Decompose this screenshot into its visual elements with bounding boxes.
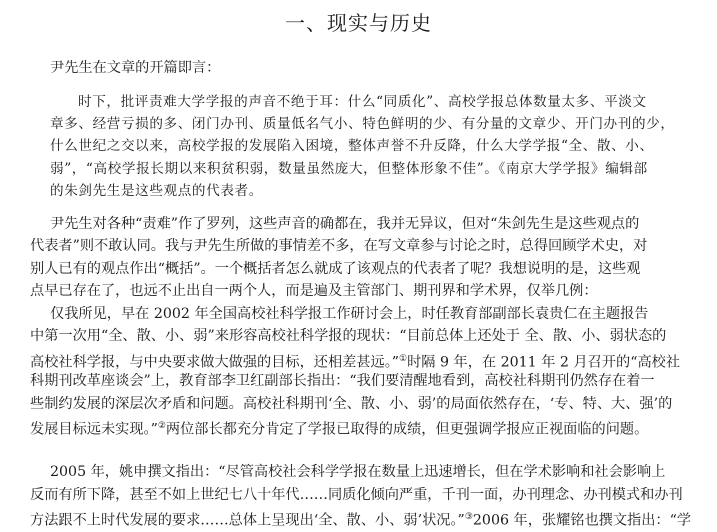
footnote-marker: ③ bbox=[464, 512, 473, 522]
intro-line: 尹先生在文章的开篇即言： bbox=[50, 60, 221, 76]
paragraph-line: 尹先生对各种“责难”作了罗列，这些声音的确都在，我并无异议，但对“朱剑先生是这些观点的 bbox=[50, 216, 640, 232]
paragraph-text: 方法跟不上时代发展的要求……总体上呈现出‘全、散、小、弱’状况。” bbox=[30, 512, 465, 529]
paragraph-text: 2006 年，张耀铭也撰文指出：“学 bbox=[472, 512, 692, 529]
paragraph-line: 代表者”则不敢认同。我与尹先生所做的事情差不多，在写文章参与讨论之时，总得回顾学术史，对 bbox=[30, 238, 648, 254]
paragraph-line: 别人已有的观点作出“概括”。一个概括者怎么就成了该观点的代表者了呢？我想说明的是，这些观 bbox=[30, 261, 641, 277]
footnote-marker: ② bbox=[157, 421, 166, 431]
paragraph-text: 时隔 9 年，在 2011 年 2 月召开的“高校社 bbox=[407, 354, 681, 371]
footnote-marker: ① bbox=[399, 354, 408, 364]
paragraph-text: 两位部长都充分肯定了学报已取得的成绩，但更强调学报应正视面临的问题。 bbox=[165, 421, 649, 438]
quote-line: 弱”，“高校学报长期以来积贫积弱，数量虽然庞大，但整体形象不佳”。《南京大学学报》编辑部 bbox=[50, 161, 648, 177]
quote-line: 什么世纪之交以来，高校学报的发展陷入困境，整体声誉不升反降，什么大学学报“全、散、小、 bbox=[50, 138, 654, 154]
paragraph-line: 点早已存在了，也远不止出自一两个人，而是遍及主管部门、期刊界和学术界，仅举几例： bbox=[30, 283, 598, 299]
paragraph-line: 科期刊改革座谈会”上，教育部李卫红副部长指出：“我们要清醒地看到，高校社科期刊仍然存在着一 bbox=[30, 373, 655, 389]
paragraph-line: 仅我所见，早在 2002 年全国高校社科学报工作研讨会上，时任教育部副部长袁贵仁在主题报告 bbox=[50, 306, 649, 322]
quote-line: 时下，批评责难大学学报的声音不绝于耳：什么“同质化”、高校学报总体数量太多、平淡文 bbox=[78, 94, 647, 110]
paragraph-line: 2005 年，姚申撰文指出：“尽管高校社会科学学报在数量上迅速增长，但在学术影响和社会影响上 bbox=[50, 464, 666, 480]
paragraph-line bbox=[30, 506, 691, 532]
paragraph-line bbox=[30, 415, 648, 441]
paragraph-text: 发展目标远未实现。” bbox=[30, 421, 158, 438]
paragraph-line: 反而有所下降，甚至不如上世纪七八十年代……同质化倾向严重，千刊一面，办刊理念、办刊模式和办刊 bbox=[30, 487, 683, 503]
quote-line: 的朱剑先生是这些观点的代表者。 bbox=[50, 183, 263, 199]
paragraph-line: 中第一次用“全、散、小、弱”来形容高校社科学报的现状：“目前总体上还处于 全、散、小、弱状态的 bbox=[30, 328, 667, 344]
paragraph-line: 些制约发展的深层次矛盾和问题。高校社科期刊‘全、散、小、弱’的局面依然存在，‘专、特、大、强’的 bbox=[30, 396, 673, 412]
section-title: 一、现实与历史 bbox=[285, 11, 432, 35]
paragraph-text: 高校社科学报，与中央要求做大做强的目标，还相差甚远。” bbox=[30, 354, 400, 371]
quote-line: 章多、经营亏损的多、闭门办刊、质量低名气小、特色鲜明的少、有分量的文章少、开门办刊的少， bbox=[50, 116, 675, 132]
